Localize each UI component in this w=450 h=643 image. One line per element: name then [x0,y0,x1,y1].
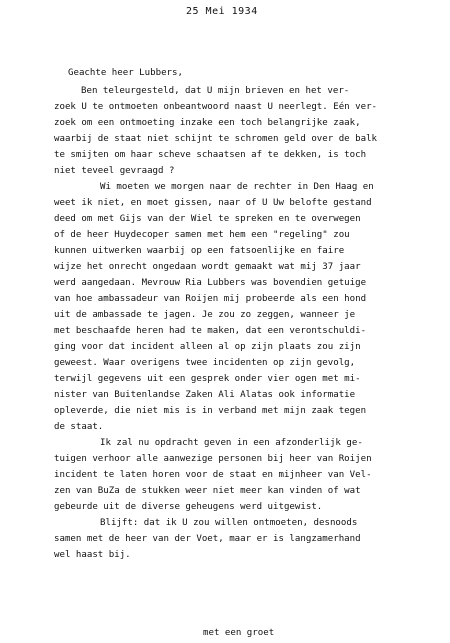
body-line: wijze het onrecht ongedaan wordt gemaakt wat mij 37 jaar [54,262,361,272]
body-line: Ik zal nu opdracht geven in een afzonderlijk ge- [100,438,363,448]
body-line: nister van Buitenlandse Zaken Ali Alatas ook informatie [54,390,356,400]
body-line: niet teveel gevraagd ? [54,166,175,176]
body-line: of de heer Huydecoper samen met hem een "regeling" zou [54,230,350,240]
letter-date: 25 Mei 1934 [186,6,258,17]
body-line: van hoe ambassadeur van Roijen mij probeerde als een hond [54,294,367,304]
body-line: wel haast bij. [54,550,131,560]
body-line: de staat. [54,422,104,432]
body-line: Ben teleurgesteld, dat U mijn brieven en het ver- [81,86,350,96]
body-line: ging voor dat incident alleen al op zijn plaats zou zijn [54,342,361,352]
salutation: Geachte heer Lubbers, [68,68,183,78]
body-line: met beschaafde heren had te maken, dat een verontschuldi- [54,326,367,336]
body-line: Wi moeten we morgen naar de rechter in Den Haag en [100,182,374,192]
body-line: terwijl gegevens uit een gesprek onder vier ogen met mi- [54,374,361,384]
body-line: uit de ambassade te jagen. Je zou zo zeggen, wanneer je [54,310,356,320]
body-line: waarbij de staat niet schijnt te schromen geld over de balk [54,134,378,144]
body-line: weet ik niet, en moet gissen, naar of U Uw belofte gestand [54,198,372,208]
body-line: samen met de heer van der Voet, maar er is langzamerhand [54,534,361,544]
body-line: deed om met Gijs van der Wiel te spreken en te overwegen [54,214,361,224]
body-line: incident te laten horen voor de staat en mijnheer van Vel- [54,470,372,480]
body-line: gebeurde uit de diverse geheugens werd uitgewist. [54,502,323,512]
body-line: te smijten om haar scheve schaatsen af te dekken, is toch [54,150,367,160]
body-line: zoek U te ontmoeten onbeantwoord naast U neerlegt. Eén ver- [54,102,378,112]
body-line: Blijft: dat ik U zou willen ontmoeten, desnoods [100,518,358,528]
body-line: kunnen uitwerken waarbij op een fatsoenlijke en faire [54,246,345,256]
closing-text: met een groet [203,628,275,638]
body-line: tuigen verhoor alle aanwezige personen bij heer van Roijen [54,454,372,464]
body-line: geweest. Waar overigens twee incidenten op zijn gevolg, [54,358,356,368]
body-line: zen van BuZa de stukken weer niet meer kan vinden of wat [54,486,361,496]
body-line: zoek om een ontmoeting inzake een toch belangrijke zaak, [54,118,361,128]
body-line: opleverde, die niet mis is in verband met mijn zaak tegen [54,406,367,416]
body-line: werd aangedaan. Mevrouw Ria Lubbers was bovendien getuige [54,278,367,288]
